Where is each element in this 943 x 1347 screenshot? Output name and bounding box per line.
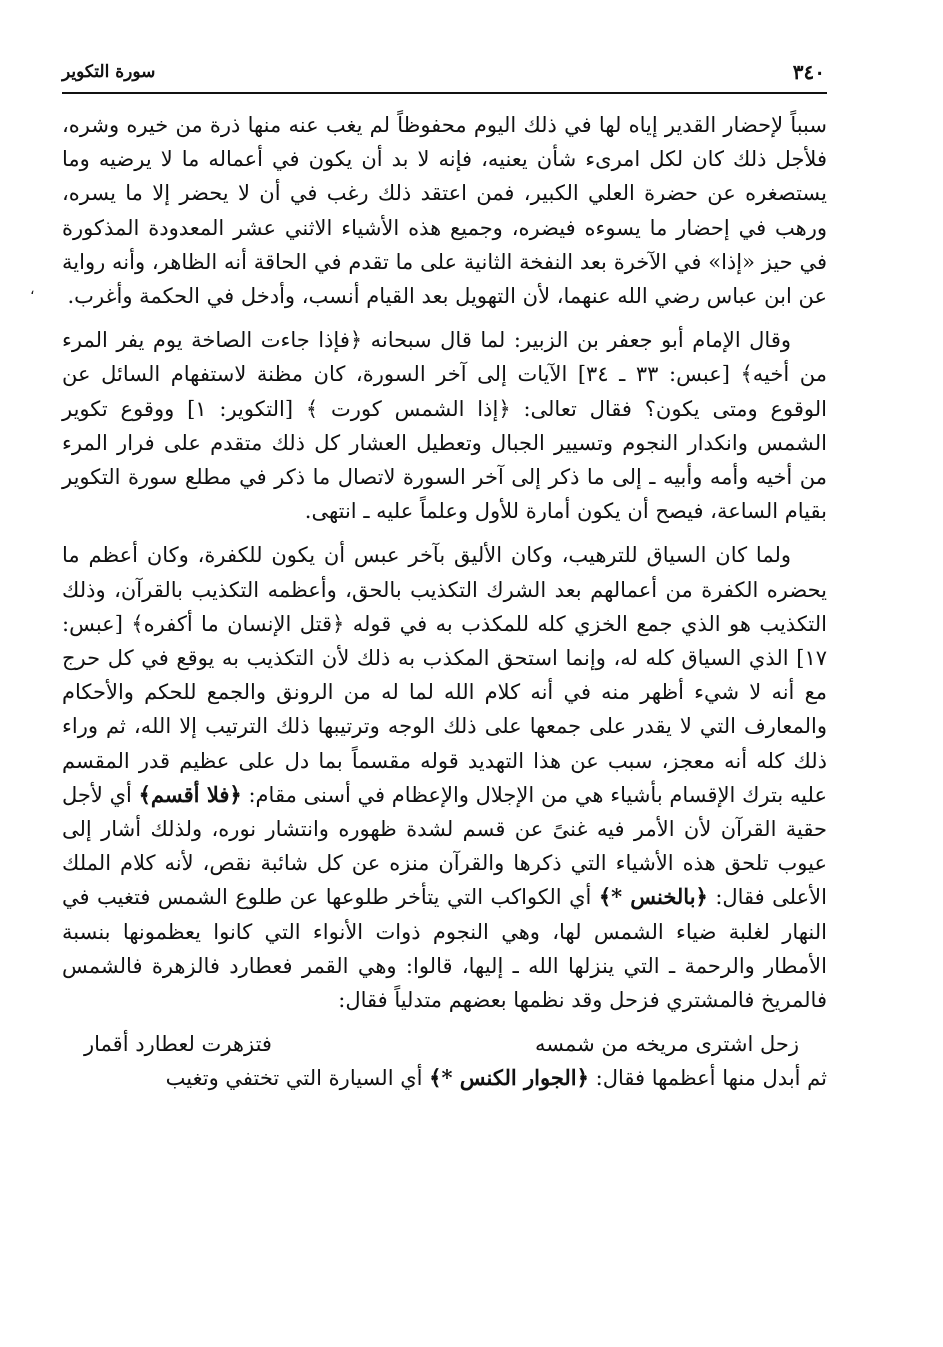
paragraph-4-text-a: ثم أبدل منها أعظمها فقال:	[595, 1066, 827, 1091]
header-rule	[62, 92, 827, 94]
paragraph-4	[62, 1061, 827, 1095]
quran-quote-al-jawar: ﴿الجوار الكنس *﴾	[429, 1065, 589, 1091]
page-header	[62, 58, 825, 88]
verse-first-hemistich: زحل اشترى مريخه من شمسه	[535, 1032, 799, 1057]
poetry-verse	[62, 1027, 827, 1061]
paragraph-3-text-c: أي الكواكب التي يتأخر طلوعها عن طلوع الشمس فتغيب في النهار لغلبة ضياء الشمس لها، وهي النجوم ذوات الأنواء التي كانوا يعظمونها بنسبة الأمطار والرحمة ـ التي ينزلها الله ـ إليها، قالوا: وهي القمر فعطارد فالزهرة فالشمس فالمريخ فالمشتري فزحل وقد نظمها بعضهم متدلياً فقال:	[62, 885, 827, 1013]
margin-mark: ،	[30, 282, 35, 298]
verse-second-hemistich: فتزهرت لعطارد أقمار	[84, 1032, 272, 1057]
paragraph-3-text-b: أي لأجل حقية القرآن لأن الأمر فيه غنىً عن قسم لشدة ظهوره وانتشار نوره، ولذلك أشار إلى عيوب تلحق هذه الأشياء التي ذكرها والقرآن منزه عن كل شائبة نقص، لأنه كلام الملك الأعلى فقال:	[62, 782, 827, 910]
page-number: ٣٤٠	[792, 60, 825, 84]
main-text	[62, 108, 827, 1095]
quran-quote-bil-khunnas: ﴿بالخنس *﴾	[598, 884, 708, 910]
paragraph-2: وقال الإمام أبو جعفر بن الزبير: لما قال سبحانه ﴿فإذا جاءت الصاخة يوم يفر المرء من أخيه﴾ [عبس: ٣٣ ـ ٣٤] الآيات إلى آخر السورة، كان مظنة لاستفهام السائل عن الوقوع ومتى يكون؟ فقال تعالى: ﴿إذا الشمس كورت ﴾ [التكوير: ١] ووقوع تكوير الشمس وانكدار النجوم وتسيير الجبال وتعطيل العشار كل ذلك متقدم على فرار المرء من أخيه وأمه وأبيه ـ إلى ما ذكر إلى آخر السورة لاتصال ما ذكر في مطلع سورة التكوير بقيام الساعة، فيصح أن يكون أمارة للأول وعلماً عليه ـ انتهى.	[62, 328, 827, 524]
paragraph-3-text-a: ولما كان السياق للترهيب، وكان الأليق بآخر عبس أن يكون للكفرة، وكان أعظم ما يحضره الكفرة من أعمالهم بعد الشرك التكذيب بالحق، وأعظمه التكذيب بالقرآن، وذلك التكذيب هو الذي جمع الخزي كله للمكذب به في قوله ﴿قتل الإنسان ما أكفره﴾ [عبس: ١٧] الذي السياق كله له، وإنما استحق المكذب به ذلك لأن التكذيب به يوقع في كل حرج مع أنه لا شيء أظهر منه في أنه كلام الله لما له من الرونق والجمع للحكم والأحكام والمعارف التي لا يقدر على جمعها على ذلك الوجه وترتيبها ذلك الترتيب إلا الله، ثم وراء ذلك كله أنه معجز، سبب عن هذا التهديد قوله مقسماً بما دل على عظيم قدر المقسم عليه بترك الإقسام بأشياء هي من الإجلال والإعظام في أسنى مقام:	[62, 543, 827, 807]
paragraph-3	[62, 538, 827, 1017]
paragraph-1: سبباً لإحضار القدير إياه لها في ذلك اليوم محفوظاً لم يغب عنه منها ذرة من خيره وشره، فلأجل ذلك كان لكل امرىء شأن يعنيه، فإنه لا بد أن يكون في أعماله ما لا يرضيه وما يستصغره عن حضرة العلي الكبير، فمن اعتقد ذلك رغب في أن لا يحضر إلا ما يسره، ورهب في إحضار ما يسوءه فيضره، وجميع هذه الأشياء الاثني عشر المعدودة المذكورة في حيز «إذا» في الآخرة بعد النفخة الثانية على ما تقدم في الحاقة أنه الظاهر، وأنه رواية عن ابن عباس رضي الله عنهما، لأن التهويل بعد القيام أنسب، وأدخل في الحكمة وأغرب.	[62, 113, 827, 309]
quran-quote-fala-uqsim: ﴿فلا أقسم﴾	[138, 781, 242, 807]
surah-title: سورة التكوير	[62, 62, 156, 82]
paragraph-4-text-b: أي السيارة التي تختفي وتغيب	[165, 1066, 423, 1091]
